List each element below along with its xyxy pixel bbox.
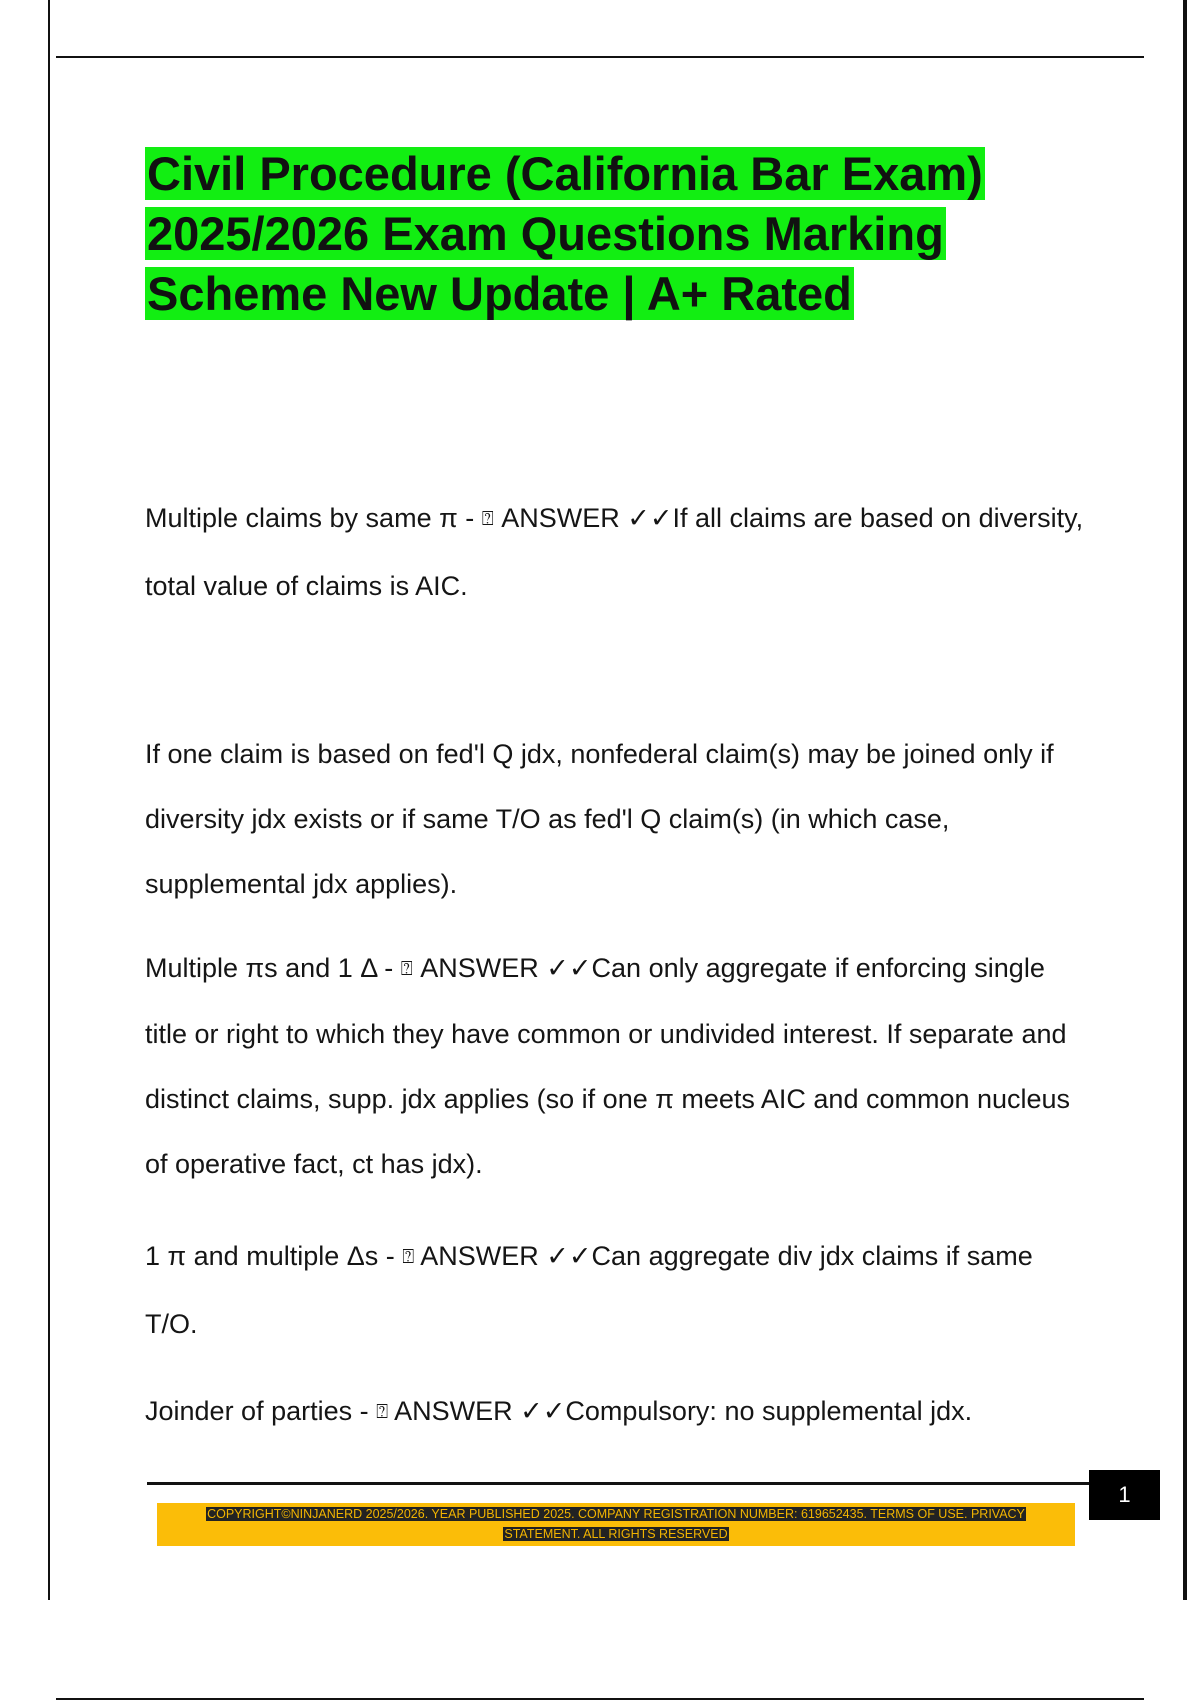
qa-item: [145, 485, 1090, 620]
answer-label: ANSWER ✓✓: [412, 953, 592, 983]
page-border-right: [1183, 0, 1187, 1600]
qa-item: [145, 1378, 1090, 1446]
answer-text: If all claims are based on diversity, total value of claims is AIC.: [145, 503, 1084, 601]
answer-label: ANSWER ✓✓: [493, 503, 673, 533]
question-text: 1 π and multiple Δs -: [145, 1241, 403, 1271]
answer-text: Can only aggregate if enforcing single title or right to which they have common or undivided interest. If separate and distinct claims, supp. jdx applies (so if one π meets AIC and common nucleus of operative fact, ct has jdx).: [145, 953, 1071, 1179]
footer-rule: [147, 1482, 1091, 1485]
copyright-line: COPYRIGHT©NINJANERD 2025/2026. YEAR PUBLISHED 2025. COMPANY REGISTRATION NUMBER: 619652435. TERMS OF USE. PRIVACY: [207, 1507, 1025, 1521]
answer-text: Can aggregate div jdx claims if same T/O.: [145, 1241, 1033, 1339]
missing-glyph-icon: ⍰: [402, 1246, 415, 1268]
copyright-notice: [157, 1503, 1075, 1546]
missing-glyph-icon: ⍰: [400, 958, 413, 980]
missing-glyph-icon: ⍰: [481, 508, 494, 530]
title-line: Scheme New Update | A+ Rated: [147, 267, 852, 320]
answer-label: ANSWER ✓✓: [414, 1241, 592, 1271]
title-line: Civil Procedure (California Bar Exam): [147, 147, 983, 200]
qa-item: [145, 1223, 1090, 1358]
question-text: Joinder of parties -: [145, 1396, 377, 1426]
page-border-left: [48, 0, 50, 1600]
qa-item: [145, 936, 1090, 1197]
copyright-line: STATEMENT. ALL RIGHTS RESERVED: [504, 1527, 728, 1541]
page-number: 1: [1089, 1470, 1160, 1520]
header-rule: [56, 56, 1144, 58]
question-text: Multiple πs and 1 Δ -: [145, 953, 401, 983]
missing-glyph-icon: ⍰: [376, 1401, 389, 1423]
title-line: 2025/2026 Exam Questions Marking: [147, 207, 944, 260]
document-title: [145, 144, 1045, 324]
answer-text: Compulsory: no supplemental jdx.: [565, 1396, 973, 1426]
answer-label: ANSWER ✓✓: [388, 1396, 566, 1426]
question-text: Multiple claims by same π -: [145, 503, 482, 533]
paragraph: If one claim is based on fed'l Q jdx, nonfederal claim(s) may be joined only if diversity jdx exists or if same T/O as fed'l Q claim(s) (in which case, supplemental jdx applies).: [145, 739, 1054, 899]
